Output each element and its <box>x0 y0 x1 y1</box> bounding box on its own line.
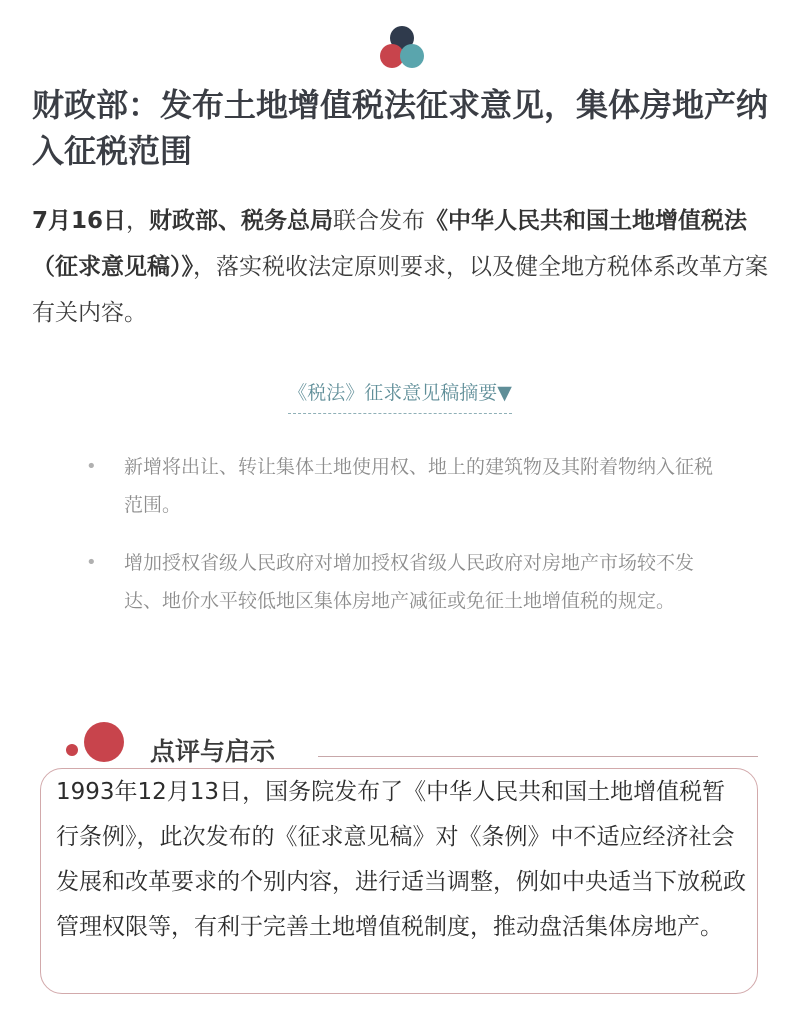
comment-heading: 点评与启示 <box>150 737 276 766</box>
comment-small-dot-icon <box>66 744 78 756</box>
list-item-text: 新增将出让、转让集体土地使用权、地上的建筑物及其附着物纳入征税范围。 <box>124 456 714 516</box>
list-item-text: 增加授权省级人民政府对增加授权省级人民政府对房地产市场较不发达、地价水平较低地区集体房地产减征或免征土地增值税的规定。 <box>124 552 695 612</box>
list-item <box>80 448 730 524</box>
intro-orgs: 财政部、税务总局 <box>149 208 334 234</box>
intro-date: 7月16日 <box>32 208 127 234</box>
bullet-icon: • <box>86 456 97 477</box>
comment-dot-icon <box>84 722 124 762</box>
comment-text: 1993年12月13日，国务院发布了《中华人民共和国土地增值税暂行条例》，此次发布的《征求意见稿》对《条例》中不适应经济社会发展和改革要求的个别内容，进行适当调整，例如中央适当下放税政管理权限等，有利于完善土地增值税制度，推动盘活集体房地产。 <box>56 779 746 940</box>
intro-verb: 联合发布 <box>333 208 426 234</box>
bullet-icon: • <box>86 552 97 573</box>
logo-icon <box>372 18 432 78</box>
intro-rest: ，落实税收法定原则要求，以及健全地方税体系改革方案有关内容。 <box>32 254 768 326</box>
intro-paragraph <box>32 198 778 336</box>
list-item <box>80 544 730 620</box>
intro-separator: ， <box>126 208 150 234</box>
summary-heading-wrap <box>0 378 800 414</box>
comment-heading-divider <box>318 756 758 757</box>
summary-heading: 《税法》征求意见稿摘要▼ <box>288 378 512 414</box>
summary-list <box>80 448 730 640</box>
page-title: 财政部：发布土地增值税法征求意见，集体房地产纳入征税范围 <box>32 86 769 170</box>
intro-doc-title: 《中华人民共和国土地增值税法（征求意见稿）》 <box>32 208 748 280</box>
